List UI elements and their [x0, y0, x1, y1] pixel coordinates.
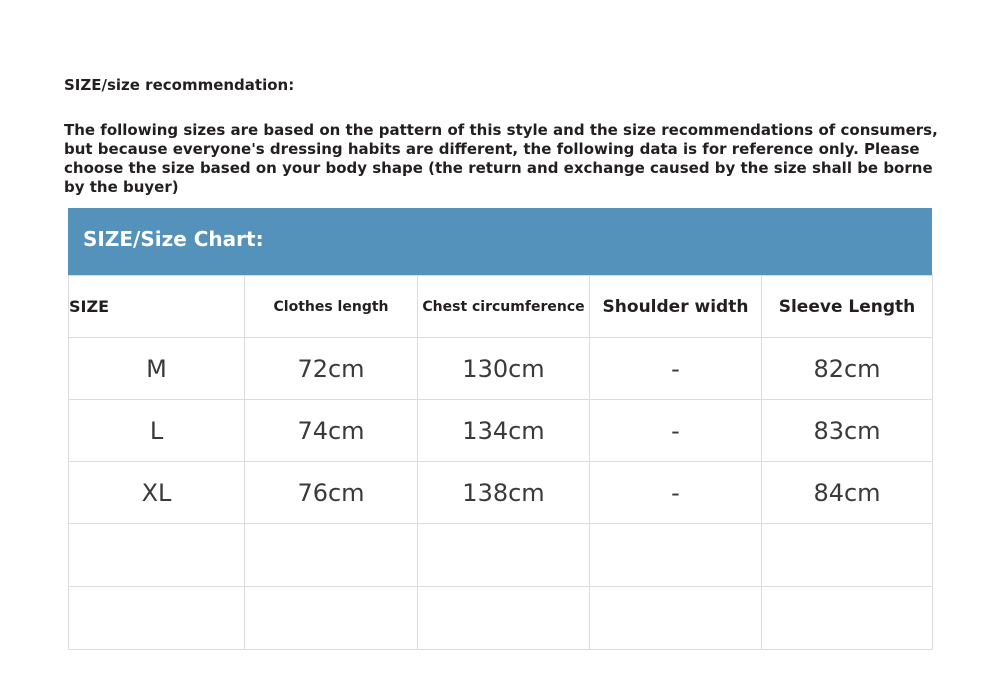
- table-cell-chest-circumference: [418, 587, 590, 650]
- column-header-clothes-length: Clothes length: [245, 276, 418, 338]
- table-cell-sleeve-length: 84cm: [762, 462, 933, 524]
- table-cell-chest-circumference: 134cm: [418, 400, 590, 462]
- table-cell-shoulder-width: -: [590, 338, 762, 400]
- table-cell-clothes-length: 76cm: [245, 462, 418, 524]
- size-table: [68, 275, 933, 650]
- table-cell-shoulder-width: -: [590, 462, 762, 524]
- table-cell-clothes-length: [245, 587, 418, 650]
- column-header-shoulder-width: Shoulder width: [590, 276, 762, 338]
- size-disclaimer-text: The following sizes are based on the pattern of this style and the size recommendations of consumers, but because everyone's dressing habits are different, the following data is for reference only. Please choose the size based on your body shape (the return and exchange caused by the size shall be borne by the buyer): [64, 121, 938, 196]
- table-header-row: [69, 276, 933, 338]
- table-row: [69, 587, 933, 650]
- table-cell-clothes-length: 72cm: [245, 338, 418, 400]
- table-cell-chest-circumference: 130cm: [418, 338, 590, 400]
- column-header-sleeve-length: Sleeve Length: [762, 276, 933, 338]
- column-header-chest-circumference: Chest circumference: [418, 276, 590, 338]
- column-header-size: SIZE: [69, 276, 245, 338]
- table-cell-size: L: [69, 400, 245, 462]
- table-cell-size: XL: [69, 462, 245, 524]
- table-row: [69, 524, 933, 587]
- table-cell-size: [69, 524, 245, 587]
- table-cell-clothes-length: [245, 524, 418, 587]
- table-cell-size: [69, 587, 245, 650]
- table-cell-chest-circumference: 138cm: [418, 462, 590, 524]
- table-cell-clothes-length: 74cm: [245, 400, 418, 462]
- size-chart: [68, 208, 932, 650]
- table-cell-shoulder-width: -: [590, 400, 762, 462]
- table-cell-shoulder-width: [590, 524, 762, 587]
- table-row: [69, 400, 933, 462]
- table-row: [69, 462, 933, 524]
- table-cell-shoulder-width: [590, 587, 762, 650]
- table-cell-sleeve-length: [762, 524, 933, 587]
- table-row: [69, 338, 933, 400]
- size-chart-title: SIZE/Size Chart:: [68, 208, 932, 275]
- size-recommendation-heading: SIZE/size recommendation:: [64, 76, 295, 94]
- table-cell-size: M: [69, 338, 245, 400]
- table-cell-sleeve-length: [762, 587, 933, 650]
- table-cell-chest-circumference: [418, 524, 590, 587]
- table-cell-sleeve-length: 82cm: [762, 338, 933, 400]
- table-cell-sleeve-length: 83cm: [762, 400, 933, 462]
